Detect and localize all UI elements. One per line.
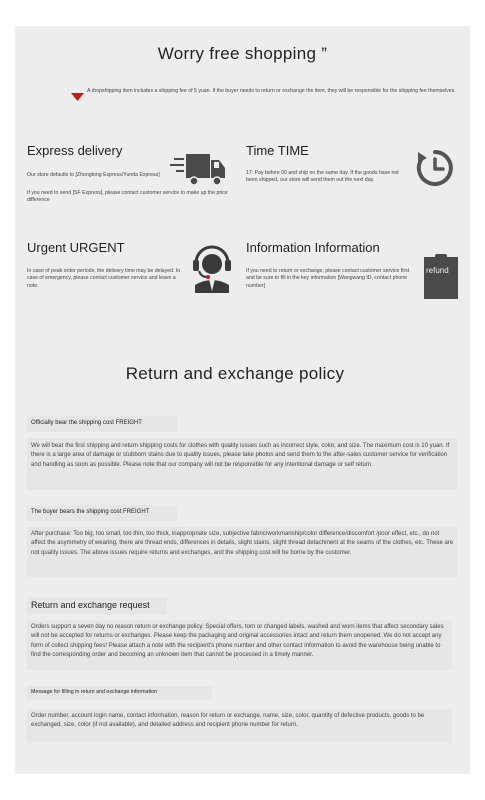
shipping-fee-note: A dropshipping item includes a shipping fee of 5 yuan. If the buyer needs to return or exchange the item, they will be responsible for the shipping fee themselves. bbox=[87, 88, 456, 94]
delivery-truck-icon bbox=[170, 150, 226, 188]
urgent-text: In case of peak order periods, the delivery time may be delayed. In case of emergency, please contact customer service and leave a note. bbox=[27, 268, 181, 289]
time-title: Time TIME bbox=[246, 143, 309, 158]
seller-bears-heading: Officially bear the shipping cost FREIGHT bbox=[31, 420, 142, 426]
seller-bears-text: We will bear the first shipping and return shipping costs for clothes with quality issues such as incorrect style, color, and size. The maximum cost is 10 yuan. If there is a large area of damage or stubborn stains due to quality issues, please take photos and send them to the after-sales customer service for verification and handling as soon as possible. Please note that our company will not be responsible for any intentional damage or self return. bbox=[31, 443, 450, 468]
page-title: Worry free shopping ” bbox=[157, 44, 328, 63]
request-heading: Return and exchange request bbox=[31, 600, 150, 610]
clock-refresh-icon bbox=[416, 149, 454, 187]
express-text-2: If you need to send [SF Express], please contact customer service to make up the price difference bbox=[27, 190, 228, 204]
information-text: If you need to return or exchange, please contact customer service first and be sure to fill in the key information [Wangwang ID, contact phone number] bbox=[246, 268, 410, 289]
express-title: Express delivery bbox=[27, 143, 123, 158]
message-heading: Message for filling in return and exchange information bbox=[31, 689, 158, 695]
customer-service-icon bbox=[191, 243, 233, 293]
red-triangle-icon bbox=[71, 93, 84, 101]
refund-label: refund bbox=[426, 266, 449, 275]
time-text: 17: Pay before 00 and ship on the same day. If the goods have not been shipped, our store will send them out the next day. bbox=[246, 170, 399, 184]
request-text: Orders support a seven day no reason return or exchange policy. Special offers, torn or changed labels, washed and worn items that affect secondary sales will not be accepted for returns or exchanges. Please keep the packaging and original accessories intact and return them unopened. We do not accept any form of collect shipping fees! Please attach a note with the recipient's phone number and other contact information to avoid the warehouse being unable to find the corresponding order and becoming an unknown item that cannot be processed in a timely manner. bbox=[31, 624, 444, 659]
information-title: Information Information bbox=[246, 240, 380, 255]
buyer-bears-heading: The buyer bears the shipping cost FREIGHT bbox=[31, 509, 150, 515]
express-text-1: Our store defaults to [Zhongtong Express/Yunda Express] bbox=[27, 172, 160, 178]
refund-clipboard-icon bbox=[424, 257, 458, 299]
urgent-title: Urgent URGENT bbox=[27, 240, 125, 255]
policy-title: Return and exchange policy bbox=[125, 364, 345, 383]
buyer-bears-text: After purchase: Too big, too small, too thin, too thick, inappropriate size, subjective fabric/workmanship/color difference/discomfort /poor effect, etc., do not affect the asymmetry of wearing, there are thread ends, differences in details, slight stains, slight thread detachment at the seams of the clothes, etc. These are not quality issues. The above issues require returns and exchanges, and the shipping cost will be borne by the customer. bbox=[31, 531, 454, 556]
message-text: Order number, account login name, contact information, reason for return or exchange, name, size, color, quantity of defective products, goods to be exchanged, size, color (if not available), and detailed address and recipient phone number for return. bbox=[31, 713, 425, 729]
